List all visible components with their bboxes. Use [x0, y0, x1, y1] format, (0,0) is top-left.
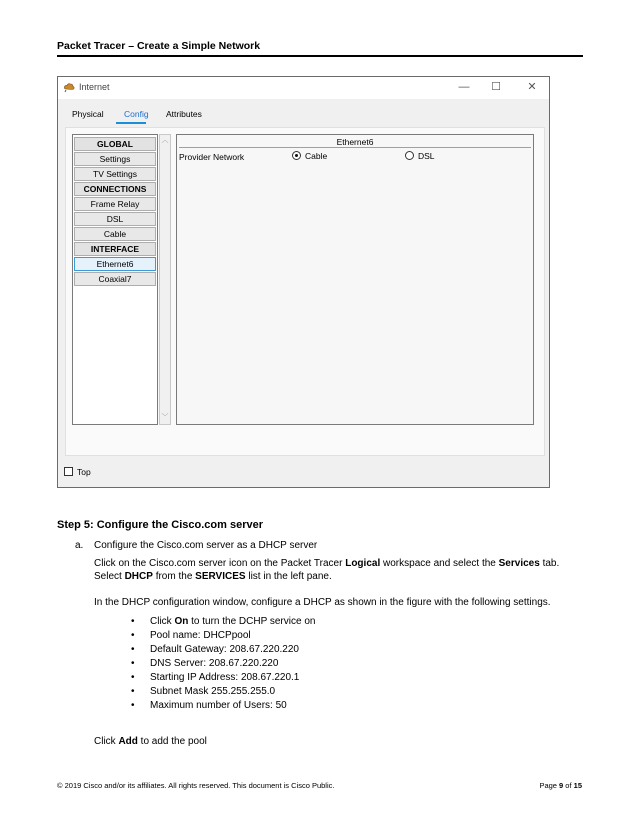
window-titlebar — [58, 77, 549, 99]
top-checkbox[interactable] — [64, 467, 91, 477]
nav-section-connections: CONNECTIONS — [74, 182, 156, 196]
list-item: • Maximum number of Users: 50 — [131, 700, 287, 711]
list-item: • Pool name: DHCPpool — [131, 630, 251, 641]
footer-copyright: © 2019 Cisco and/or its affiliates. All rights reserved. This document is Cisco Public. — [57, 781, 335, 790]
radio-dsl-label: DSL — [418, 151, 435, 161]
config-nav-list — [72, 134, 158, 425]
cloud-app-icon — [63, 81, 75, 93]
tab-physical[interactable]: Physical — [72, 109, 104, 119]
list-item: • DNS Server: 208.67.220.220 — [131, 658, 279, 669]
nav-item-cable[interactable]: Cable — [74, 227, 156, 241]
nav-item-coaxial7[interactable]: Coaxial7 — [74, 272, 156, 286]
nav-item-ethernet6[interactable]: Ethernet6 — [74, 257, 156, 271]
document-header: Packet Tracer – Create a Simple Network — [57, 40, 261, 52]
active-tab-indicator — [116, 122, 146, 124]
provider-network-label: Provider Network — [179, 152, 245, 162]
nav-item-tv-settings[interactable]: TV Settings — [74, 167, 156, 181]
step-heading: Step 5: Configure the Cisco.com server — [57, 519, 263, 531]
header-rule — [57, 55, 583, 57]
settings-bullet-list — [131, 616, 315, 714]
dhcp-paragraph: In the DHCP configuration window, configure a DHCP as shown in the figure with the following settings. — [94, 597, 551, 608]
close-button[interactable]: ✕ — [527, 81, 537, 93]
tab-attributes[interactable]: Attributes — [166, 109, 202, 119]
window-title: Internet — [79, 82, 110, 92]
radio-checked-icon[interactable] — [292, 151, 301, 160]
nav-item-settings[interactable]: Settings — [74, 152, 156, 166]
substep-marker: a. — [75, 540, 84, 551]
nav-item-dsl[interactable]: DSL — [74, 212, 156, 226]
top-checkbox-label: Top — [77, 467, 91, 477]
scroll-up-icon[interactable]: ︿ — [161, 137, 169, 144]
radio-unchecked-icon[interactable] — [405, 151, 414, 160]
nav-section-interface: INTERFACE — [74, 242, 156, 256]
final-instruction: Click Add to add the pool — [94, 736, 207, 747]
internet-config-window — [57, 76, 550, 488]
nav-item-frame-relay[interactable]: Frame Relay — [74, 197, 156, 211]
list-item: • Subnet Mask 255.255.255.0 — [131, 686, 276, 697]
radio-dsl[interactable] — [405, 151, 435, 161]
maximize-button[interactable]: ☐ — [491, 81, 501, 93]
instruction-paragraph: Click on the Cisco.com server icon on the Packet Tracer Logical workspace and select the Services tab. Select DHCP from the SERVICES list in the left pane. — [94, 558, 560, 582]
list-item: • Default Gateway: 208.67.220.220 — [131, 644, 299, 655]
panel-divider — [179, 147, 531, 148]
ethernet6-panel — [176, 134, 534, 425]
panel-title: Ethernet6 — [336, 137, 374, 147]
nav-scrollbar[interactable] — [159, 134, 171, 425]
substep-text: Configure the Cisco.com server as a DHCP server — [94, 540, 318, 551]
nav-section-global: GLOBAL — [74, 137, 156, 151]
footer-page-number: Page 9 of 15 — [539, 781, 582, 790]
list-item: • Click On to turn the DCHP service on — [131, 616, 316, 627]
minimize-button[interactable]: — — [458, 81, 470, 93]
radio-cable-label: Cable — [305, 151, 328, 161]
list-item: • Starting IP Address: 208.67.220.1 — [131, 672, 300, 683]
radio-cable[interactable] — [292, 151, 327, 161]
checkbox-icon[interactable] — [64, 467, 73, 476]
tab-config[interactable]: Config — [124, 109, 149, 119]
scroll-down-icon[interactable]: ﹀ — [161, 414, 169, 421]
